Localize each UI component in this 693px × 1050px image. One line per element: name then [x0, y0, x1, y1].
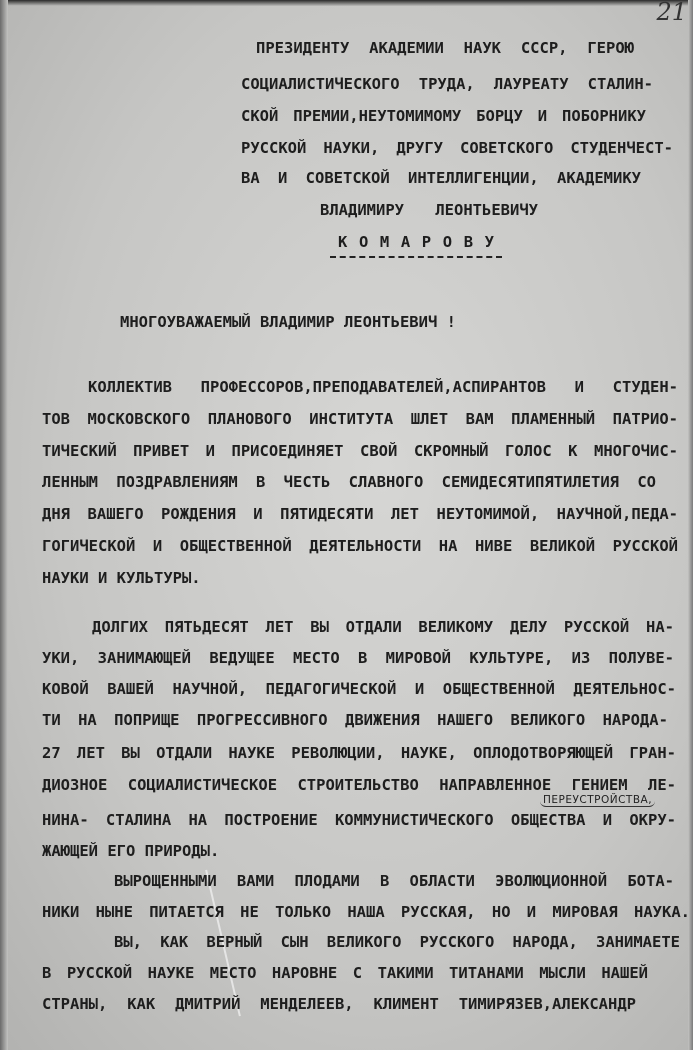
surname-underline [330, 256, 502, 258]
header-line: ПРЕЗИДЕНТУ АКАДЕМИИ НАУК СССР, ГЕРОЮ [256, 39, 634, 57]
page-edge-top [0, 0, 693, 6]
text-line: В РУССКОЙ НАУКЕ МЕСТО НАРОВНЕ С ТАКИМИ ТИТАНАМИ МЫСЛИ НАШЕЙ [42, 964, 648, 982]
text-line: ТОВ МОСКОВСКОГО ПЛАНОВОГО ИНСТИТУТА ШЛЕТ ВАМ ПЛАМЕННЫЙ ПАТРИО- [42, 410, 678, 428]
header-line: РУССКОЙ НАУКИ, ДРУГУ СОВЕТСКОГО СТУДЕНЧЕСТ- [241, 139, 673, 157]
text-line: ДИОЗНОЕ СОЦИАЛИСТИЧЕСКОЕ СТРОИТЕЛЬСТВО НАПРАВЛЕННОЕ ГЕНИЕМ ЛЕ- [42, 776, 676, 794]
text-line: 27 ЛЕТ ВЫ ОТДАЛИ НАУКЕ РЕВОЛЮЦИИ, НАУКЕ, ОПЛОДОТВОРЯЮЩЕЙ ГРАН- [42, 744, 676, 762]
handwritten-page-number: 21 [656, 0, 687, 26]
name-line: ВЛАДИМИРУ ЛЕОНТЬЕВИЧУ [320, 201, 538, 219]
text-line: ДНЯ ВАШЕГО РОЖДЕНИЯ И ПЯТИДЕСЯТИ ЛЕТ НЕУТОМИМОЙ, НАУЧНОЙ,ПЕДА- [42, 505, 678, 523]
handwritten-insertion: ПЕРЕУСТРОЙСТВА, [540, 795, 655, 807]
text-line: ТИЧЕСКИЙ ПРИВЕТ И ПРИСОЕДИНЯЕТ СВОЙ СКРОМНЫЙ ГОЛОС К МНОГОЧИС- [42, 442, 678, 460]
text-line: КОВОЙ ВАШЕЙ НАУЧНОЙ, ПЕДАГОГИЧЕСКОЙ И ОБЩЕСТВЕННОЙ ДЕЯТЕЛЬНОС- [42, 680, 676, 698]
header-line: ВА И СОВЕТСКОЙ ИНТЕЛЛИГЕНЦИИ, АКАДЕМИКУ [241, 169, 641, 187]
text-line: ГОГИЧЕСКОЙ И ОБЩЕСТВЕННОЙ ДЕЯТЕЛЬНОСТИ НА НИВЕ ВЕЛИКОЙ РУССКОЙ [42, 537, 678, 555]
text-line: ЛЕННЫМ ПОЗДРАВЛЕНИЯМ В ЧЕСТЬ СЛАВНОГО СЕМИДЕСЯТИПЯТИЛЕТИЯ СО [42, 473, 656, 491]
page-edge-left [0, 0, 8, 1050]
text-line: ВЫРОЩЕННЫМИ ВАМИ ПЛОДАМИ В ОБЛАСТИ ЭВОЛЮЦИОННОЙ БОТА- [114, 872, 674, 890]
text-line: УКИ, ЗАНИМАЮЩЕЙ ВЕДУЩЕЕ МЕСТО В МИРОВОЙ КУЛЬТУРЕ, ИЗ ПОЛУВЕ- [42, 649, 674, 667]
text-line: НИНА- СТАЛИНА НА ПОСТРОЕНИЕ КОММУНИСТИЧЕСКОГО ОБЩЕСТВА И ОКРУ- [42, 811, 676, 829]
text-line: ТИ НА ПОПРИЩЕ ПРОГРЕССИВНОГО ДВИЖЕНИЯ НАШЕГО ВЕЛИКОГО НАРОДА- [42, 711, 668, 729]
text-line: ДОЛГИХ ПЯТЬДЕСЯТ ЛЕТ ВЫ ОТДАЛИ ВЕЛИКОМУ ДЕЛУ РУССКОЙ НА- [92, 618, 674, 636]
surname: К О М А Р О В У [338, 233, 494, 251]
text-line: ЖАЮЩЕЙ ЕГО ПРИРОДЫ. [42, 842, 220, 860]
text-line: НАУКИ И КУЛЬТУРЫ. [42, 569, 201, 587]
header-line: СОЦИАЛИСТИЧЕСКОГО ТРУДА, ЛАУРЕАТУ СТАЛИН- [241, 75, 653, 93]
text-line: ВЫ, КАК ВЕРНЫЙ СЫН ВЕЛИКОГО РУССКОГО НАРОДА, ЗАНИМАЕТЕ [114, 933, 680, 951]
salutation: МНОГОУВАЖАЕМЫЙ ВЛАДИМИР ЛЕОНТЬЕВИЧ ! [120, 313, 456, 331]
page-edge-right [688, 0, 693, 1050]
header-line: СКОЙ ПРЕМИИ,НЕУТОМИМОМУ БОРЦУ И ПОБОРНИКУ [241, 107, 646, 125]
text-line: СТРАНЫ, КАК ДМИТРИЙ МЕНДЕЛЕЕВ, КЛИМЕНТ ТИМИРЯЗЕВ,АЛЕКСАНДР [42, 995, 636, 1013]
text-line: КОЛЛЕКТИВ ПРОФЕССОРОВ,ПРЕПОДАВАТЕЛЕЙ,АСПИРАНТОВ И СТУДЕН- [88, 378, 678, 396]
text-line: НИКИ НЫНЕ ПИТАЕТСЯ НЕ ТОЛЬКО НАША РУССКАЯ, НО И МИРОВАЯ НАУКА. [42, 903, 690, 921]
